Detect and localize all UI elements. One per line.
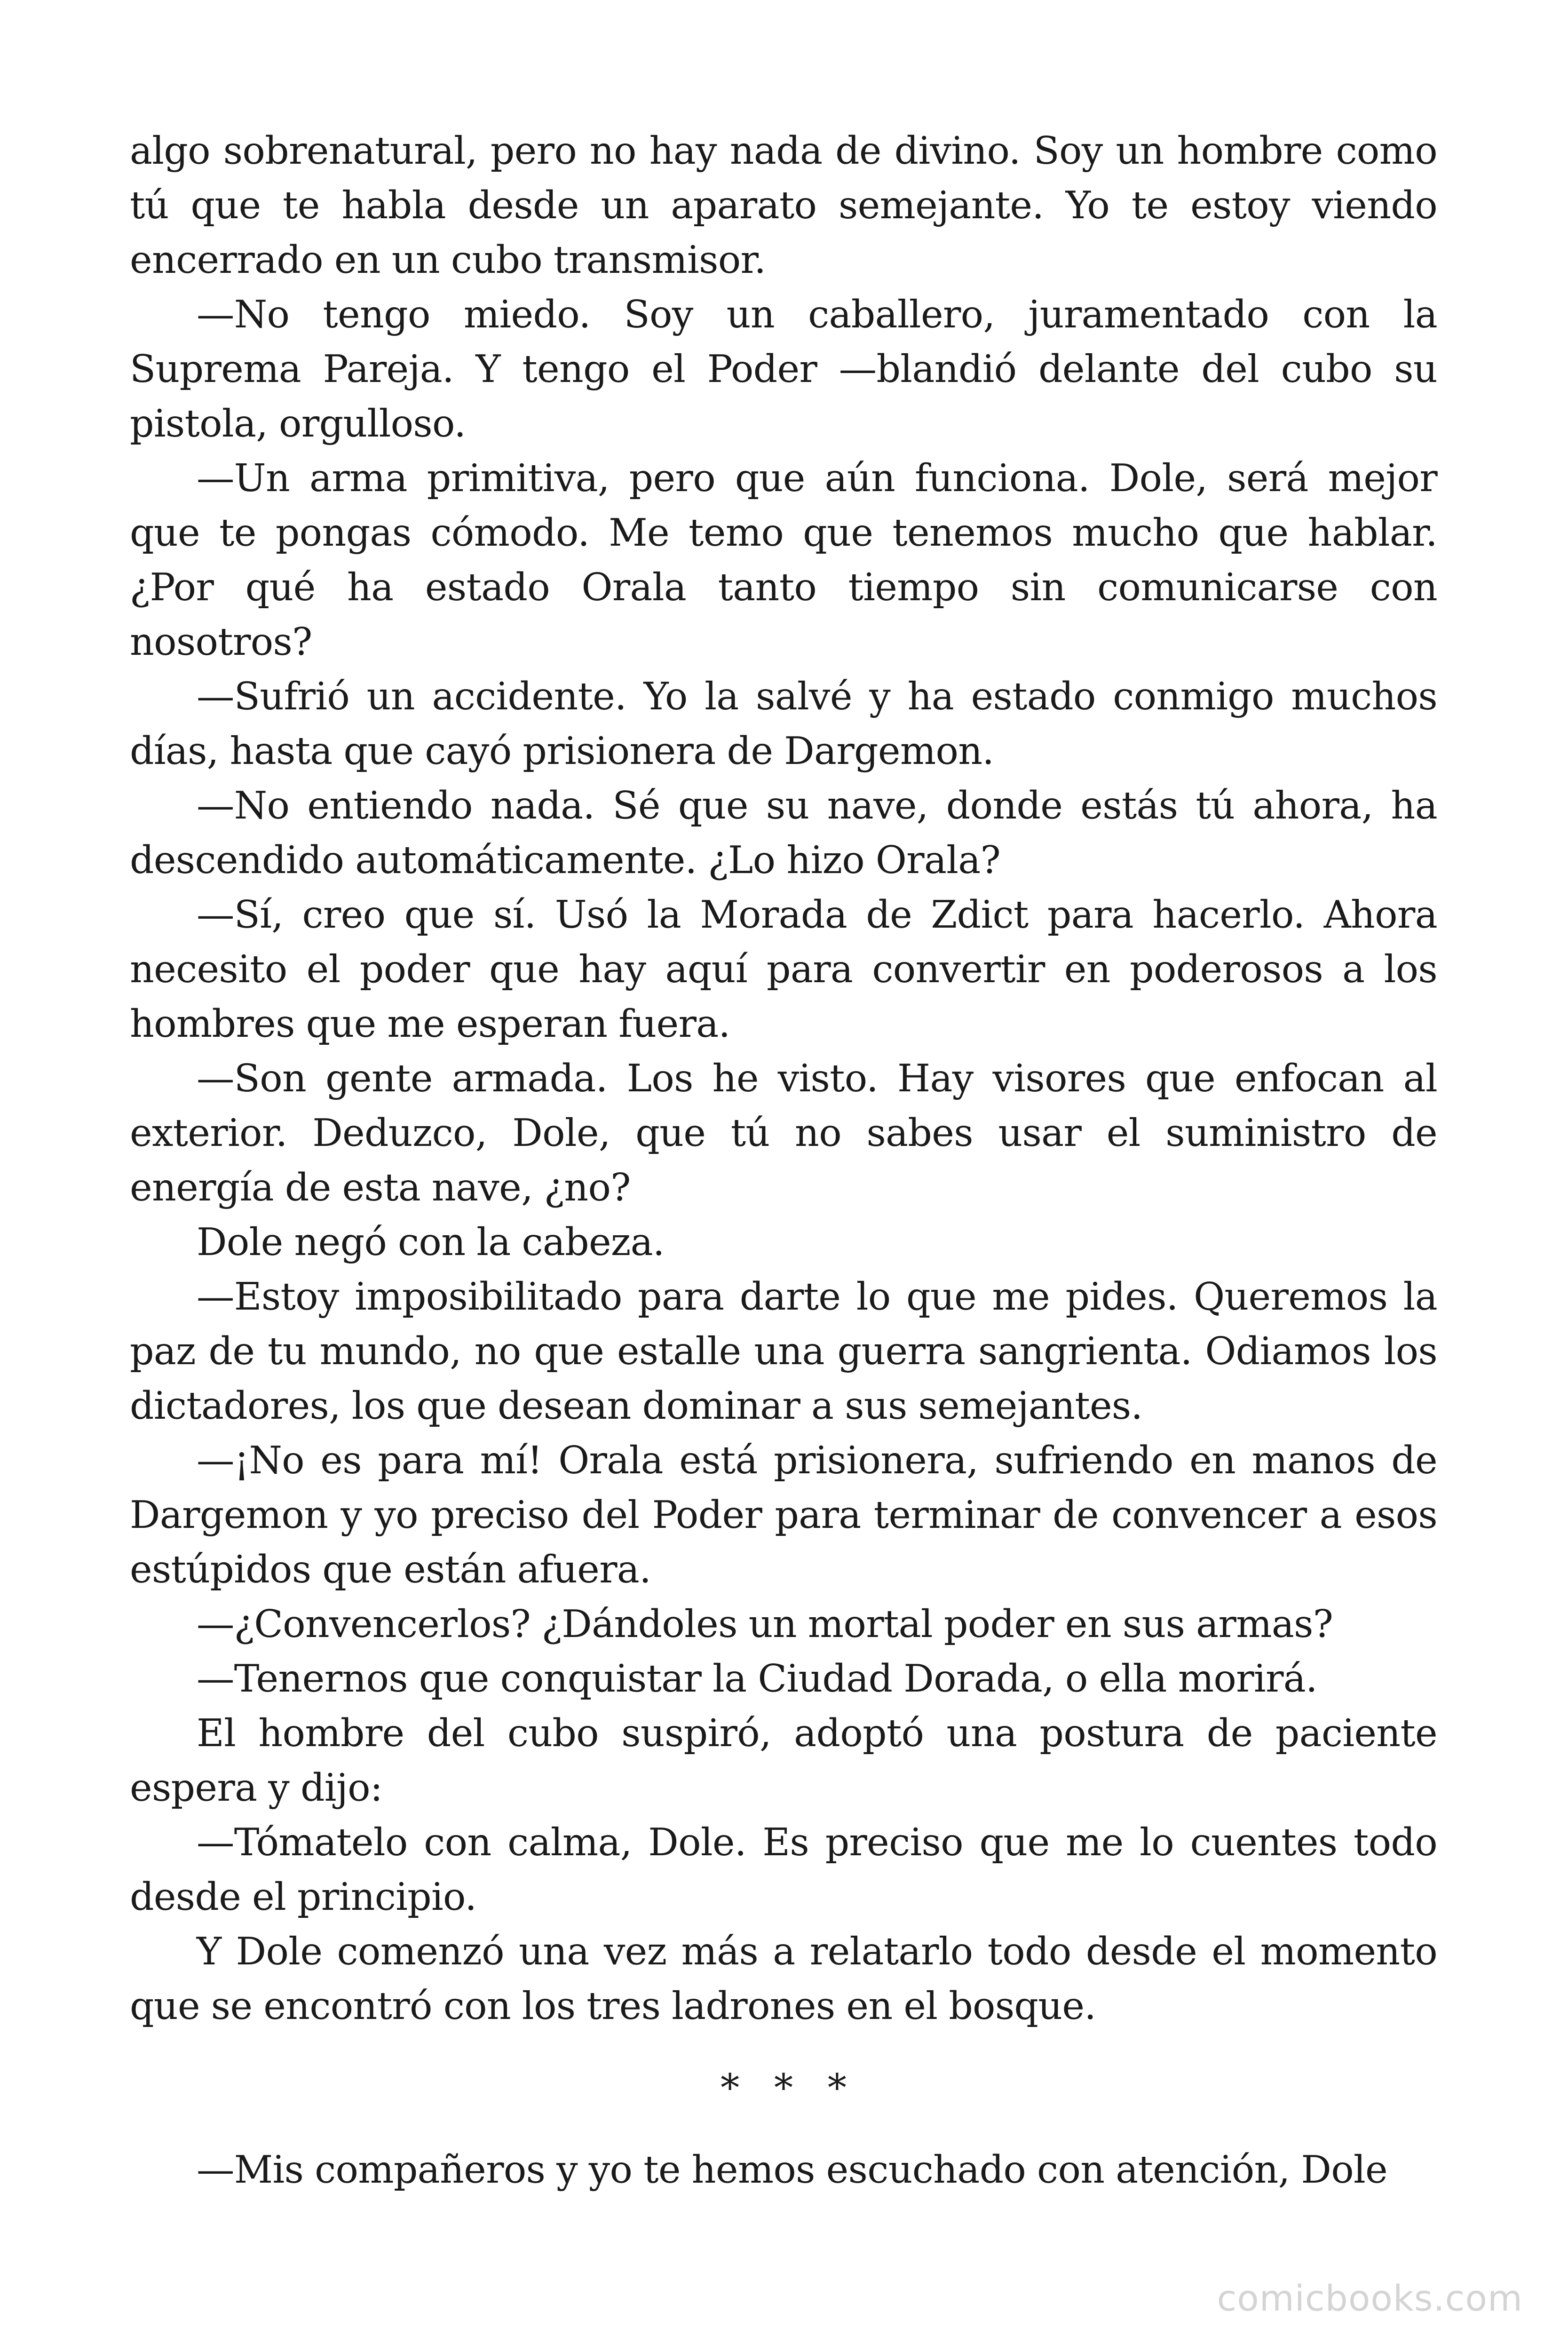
paragraph: —No entiendo nada. Sé que su nave, donde estás tú ahora, ha descendido automáticamente. ¿Lo hizo Orala? xyxy=(130,783,1437,882)
paragraph: —Un arma primitiva, pero que aún funciona. Dole, será mejor que te pongas cómodo. Me temo que tenemos mucho que hablar. ¿Por qué ha estado Orala tanto tiempo sin comunicarse con nosotros? xyxy=(130,456,1437,664)
body-text xyxy=(130,123,1437,2197)
paragraph: Y Dole comenzó una vez más a relatarlo todo desde el momento que se encontró con los tres ladrones en el bosque. xyxy=(130,1929,1437,2028)
paragraph: El hombre del cubo suspiró, adoptó una postura de paciente espera y dijo: xyxy=(130,1711,1437,1810)
paragraph: —¡No es para mí! Orala está prisionera, sufriendo en manos de Dargemon y yo preciso del Poder para terminar de convencer a esos estúpidos que están afuera. xyxy=(130,1438,1437,1591)
paragraph: Dole negó con la cabeza. xyxy=(197,1220,665,1264)
paragraph: —Sufrió un accidente. Yo la salvé y ha estado conmigo muchos días, hasta que cayó prisionera de Dargemon. xyxy=(130,674,1437,773)
paragraph: —No tengo miedo. Soy un caballero, juramentado con la Suprema Pareja. Y tengo el Poder —blandió delante del cubo su pistola, orgulloso. xyxy=(130,292,1437,445)
paragraph: —Tómatelo con calma, Dole. Es preciso que me lo cuentes todo desde el principio. xyxy=(130,1820,1437,1919)
scene-break-separator: * * * xyxy=(721,2066,858,2110)
watermark-text: comicbooks.com xyxy=(1217,2277,1523,2319)
paragraph: algo sobrenatural, pero no hay nada de divino. Soy un hombre como tú que te habla desde un aparato semejante. Yo te estoy viendo encerrado en un cubo transmisor. xyxy=(130,128,1437,282)
paragraph: —Sí, creo que sí. Usó la Morada de Zdict para hacerlo. Ahora necesito el poder que hay aquí para convertir en poderosos a los hombres que me esperan fuera. xyxy=(130,892,1437,1046)
paragraph: —Estoy imposibilitado para darte lo que me pides. Queremos la paz de tu mundo, no que estalle una guerra sangrienta. Odiamos los dictadores, los que desean dominar a sus semejantes. xyxy=(130,1274,1437,1428)
paragraph: —¿Convencerlos? ¿Dándoles un mortal poder en sus armas? xyxy=(197,1602,1333,1646)
paragraph: —Tenernos que conquistar la Ciudad Dorada, o ella morirá. xyxy=(197,1656,1317,1700)
paragraph: —Son gente armada. Los he visto. Hay visores que enfocan al exterior. Deduzco, Dole, que tú no sabes usar el suministro de energía de esta nave, ¿no? xyxy=(130,1056,1437,1209)
paragraph: —Mis compañeros y yo te hemos escuchado con atención, Dole xyxy=(197,2147,1387,2192)
